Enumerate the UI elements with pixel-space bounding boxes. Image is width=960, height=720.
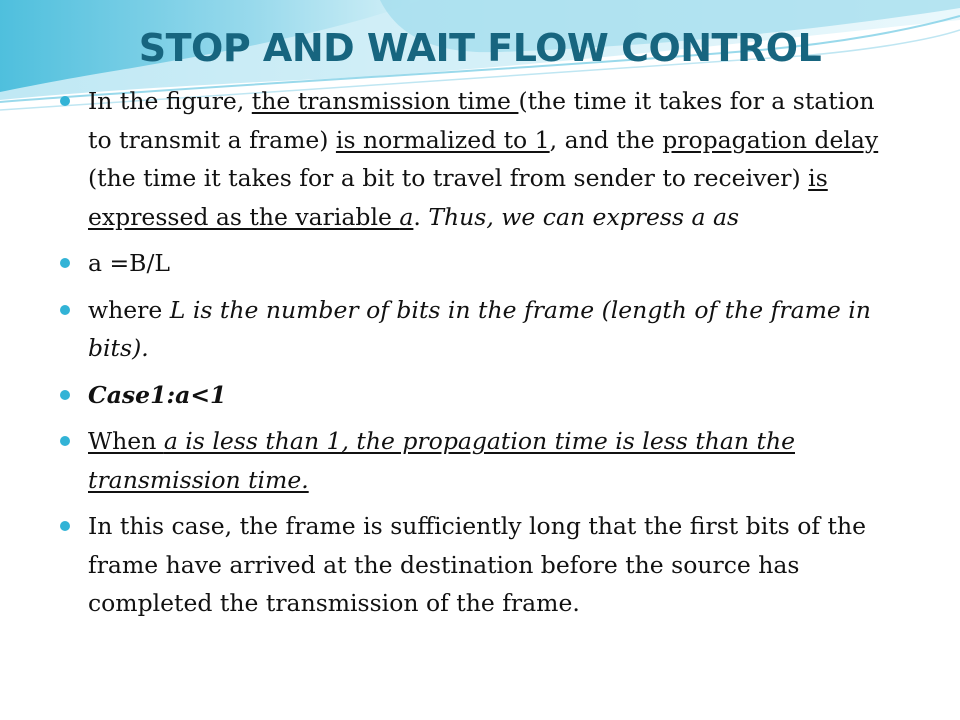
- slide-title: STOP AND WAIT FLOW CONTROL: [138, 26, 822, 70]
- bullet-dot-icon: [60, 436, 70, 446]
- formula-text: a =B/L: [88, 249, 170, 277]
- bullet-item: [60, 422, 900, 499]
- bullet-dot-icon: [60, 390, 70, 400]
- italic-text: Thus, we can express a as: [428, 202, 740, 231]
- bullet-list: [60, 82, 900, 631]
- underlined-text: propagation delay: [662, 125, 879, 154]
- bullet-item: [60, 82, 900, 236]
- text: (the time it takes for a bit to travel from sender to receiver): [88, 164, 809, 192]
- text: In the figure,: [88, 87, 252, 115]
- underlined-text: is expressed as the variable: [88, 164, 828, 231]
- bullet-item: [60, 291, 900, 368]
- underlined-text: When: [88, 427, 164, 455]
- underlined-text: is normalized to 1: [335, 125, 550, 154]
- text: where: [88, 295, 170, 324]
- case-heading: Case1:a<1: [88, 380, 227, 409]
- variable-a: a: [399, 202, 414, 231]
- bullet-dot-icon: [60, 521, 70, 531]
- underlined-italic-text: a is less than 1, the propagation time is less than the transmission time.: [88, 427, 795, 494]
- text: (the time it takes for a station to transmit a frame): [88, 87, 875, 154]
- bullet-item: [60, 244, 900, 283]
- text: .: [413, 202, 429, 231]
- bullet-item: [60, 376, 900, 415]
- text: , and the: [549, 125, 663, 154]
- bullet-dot-icon: [60, 258, 70, 268]
- bullet-item: [60, 507, 900, 623]
- bullet-dot-icon: [60, 96, 70, 106]
- text: In this case, the frame is sufficiently long that the first bits of the frame have arrived at the destination before the source has completed the transmission of the frame.: [88, 512, 867, 617]
- underlined-text: the transmission time: [251, 87, 519, 115]
- bullet-dot-icon: [60, 305, 70, 315]
- italic-text: L is the number of bits in the frame (length of the frame in bits).: [88, 295, 871, 362]
